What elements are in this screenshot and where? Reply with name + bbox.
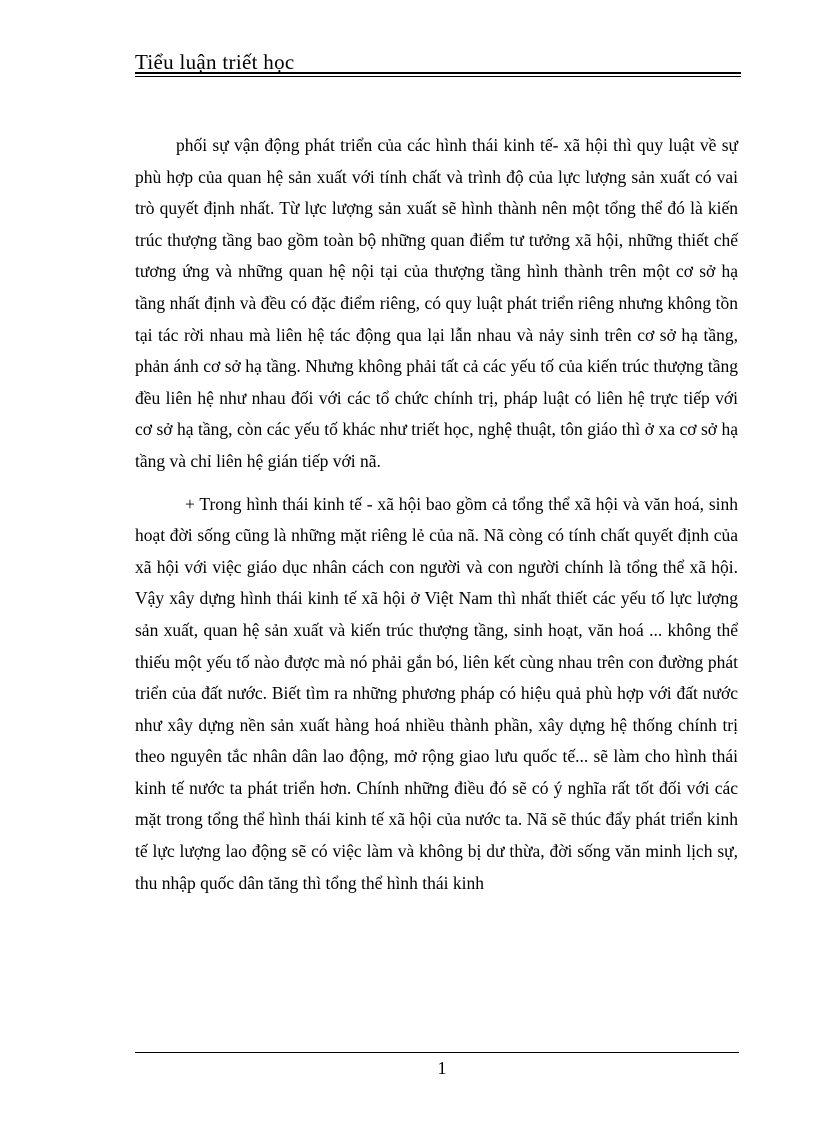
document-body [135,130,738,899]
paragraph-1: phối sự vận động phát triển của các hình thái kinh tế- xã hội thì quy luật về sự phù hợp của quan hệ sản xuất với tính chất và trình độ của lực lượng sản xuất có vai trò quyết định nhất. Từ lực lượng sản xuất sẽ hình thành nên một tổng thể đó là kiến trúc thượng tầng bao gồm toàn bộ những quan điểm tư tưởng xã hội, những thiết chế tương ứng và những quan hệ nội tại của thượng tầng hình thành trên một cơ sở hạ tầng nhất định và đều có đặc điểm riêng, có quy luật phát triển riêng nhưng không tồn tại tác rời nhau mà liên hệ tác động qua lại lẫn nhau và nảy sinh trên cơ sở hạ tầng, phản ánh cơ sở hạ tầng. Nhưng không phải tất cả các yếu tố của kiến trúc thượng tầng đều liên hệ như nhau đối với các tổ chức chính trị, pháp luật có liên hệ trực tiếp với cơ sở hạ tầng, còn các yếu tố khác như triết học, nghệ thuật, tôn giáo thì ở xa cơ sở hạ tầng và chỉ liên hệ gián tiếp với nã. [135,135,738,471]
header-rule-thick [135,72,741,74]
paragraph-2: + Trong hình thái kinh tế - xã hội bao gồm cả tổng thể xã hội và văn hoá, sinh hoạt đời sống cũng là những mặt riêng lẻ của nã. Nã còng có tính chất quyết định của xã hội với việc giáo dục nhân cách con người và con người chính là tổng thể xã hội. Vậy xây dựng hình thái kinh tế xã hội ở Việt Nam thì nhất thiết các yếu tố lực lượng sản xuất, quan hệ sản xuất và kiến trúc thượng tầng, sinh hoạt, văn hoá ... không thể thiếu một yếu tố nào được mà nó phải gắn bó, liên kết cùng nhau trên con đường phát triển của đất nước. Biết tìm ra những phương pháp có hiệu quả phù hợp với đất nước như xây dựng nền sản xuất hàng hoá nhiều thành phần, xây dựng hệ thống chính trị theo nguyên tắc nhân dân lao động, mở rộng giao lưu quốc tế... sẽ làm cho hình thái kinh tế nước ta phát triển hơn. Chính những điều đó sẽ có ý nghĩa rất tốt đối với các mặt trong tổng thể hình thái kinh tế xã hội của nước ta. Nã sẽ thúc đẩy phát triển kinh tế lực lượng lao động sẽ có việc làm và không bị dư thừa, đời sống văn minh lịch sự, thu nhập quốc dân tăng thì tổng thể hình thái kinh [135,493,738,893]
header-title: Tiểu luận triết học [135,50,295,74]
page-number: 1 [437,1058,447,1078]
header-rule-thin [135,76,741,77]
footer-rule [135,1052,739,1053]
